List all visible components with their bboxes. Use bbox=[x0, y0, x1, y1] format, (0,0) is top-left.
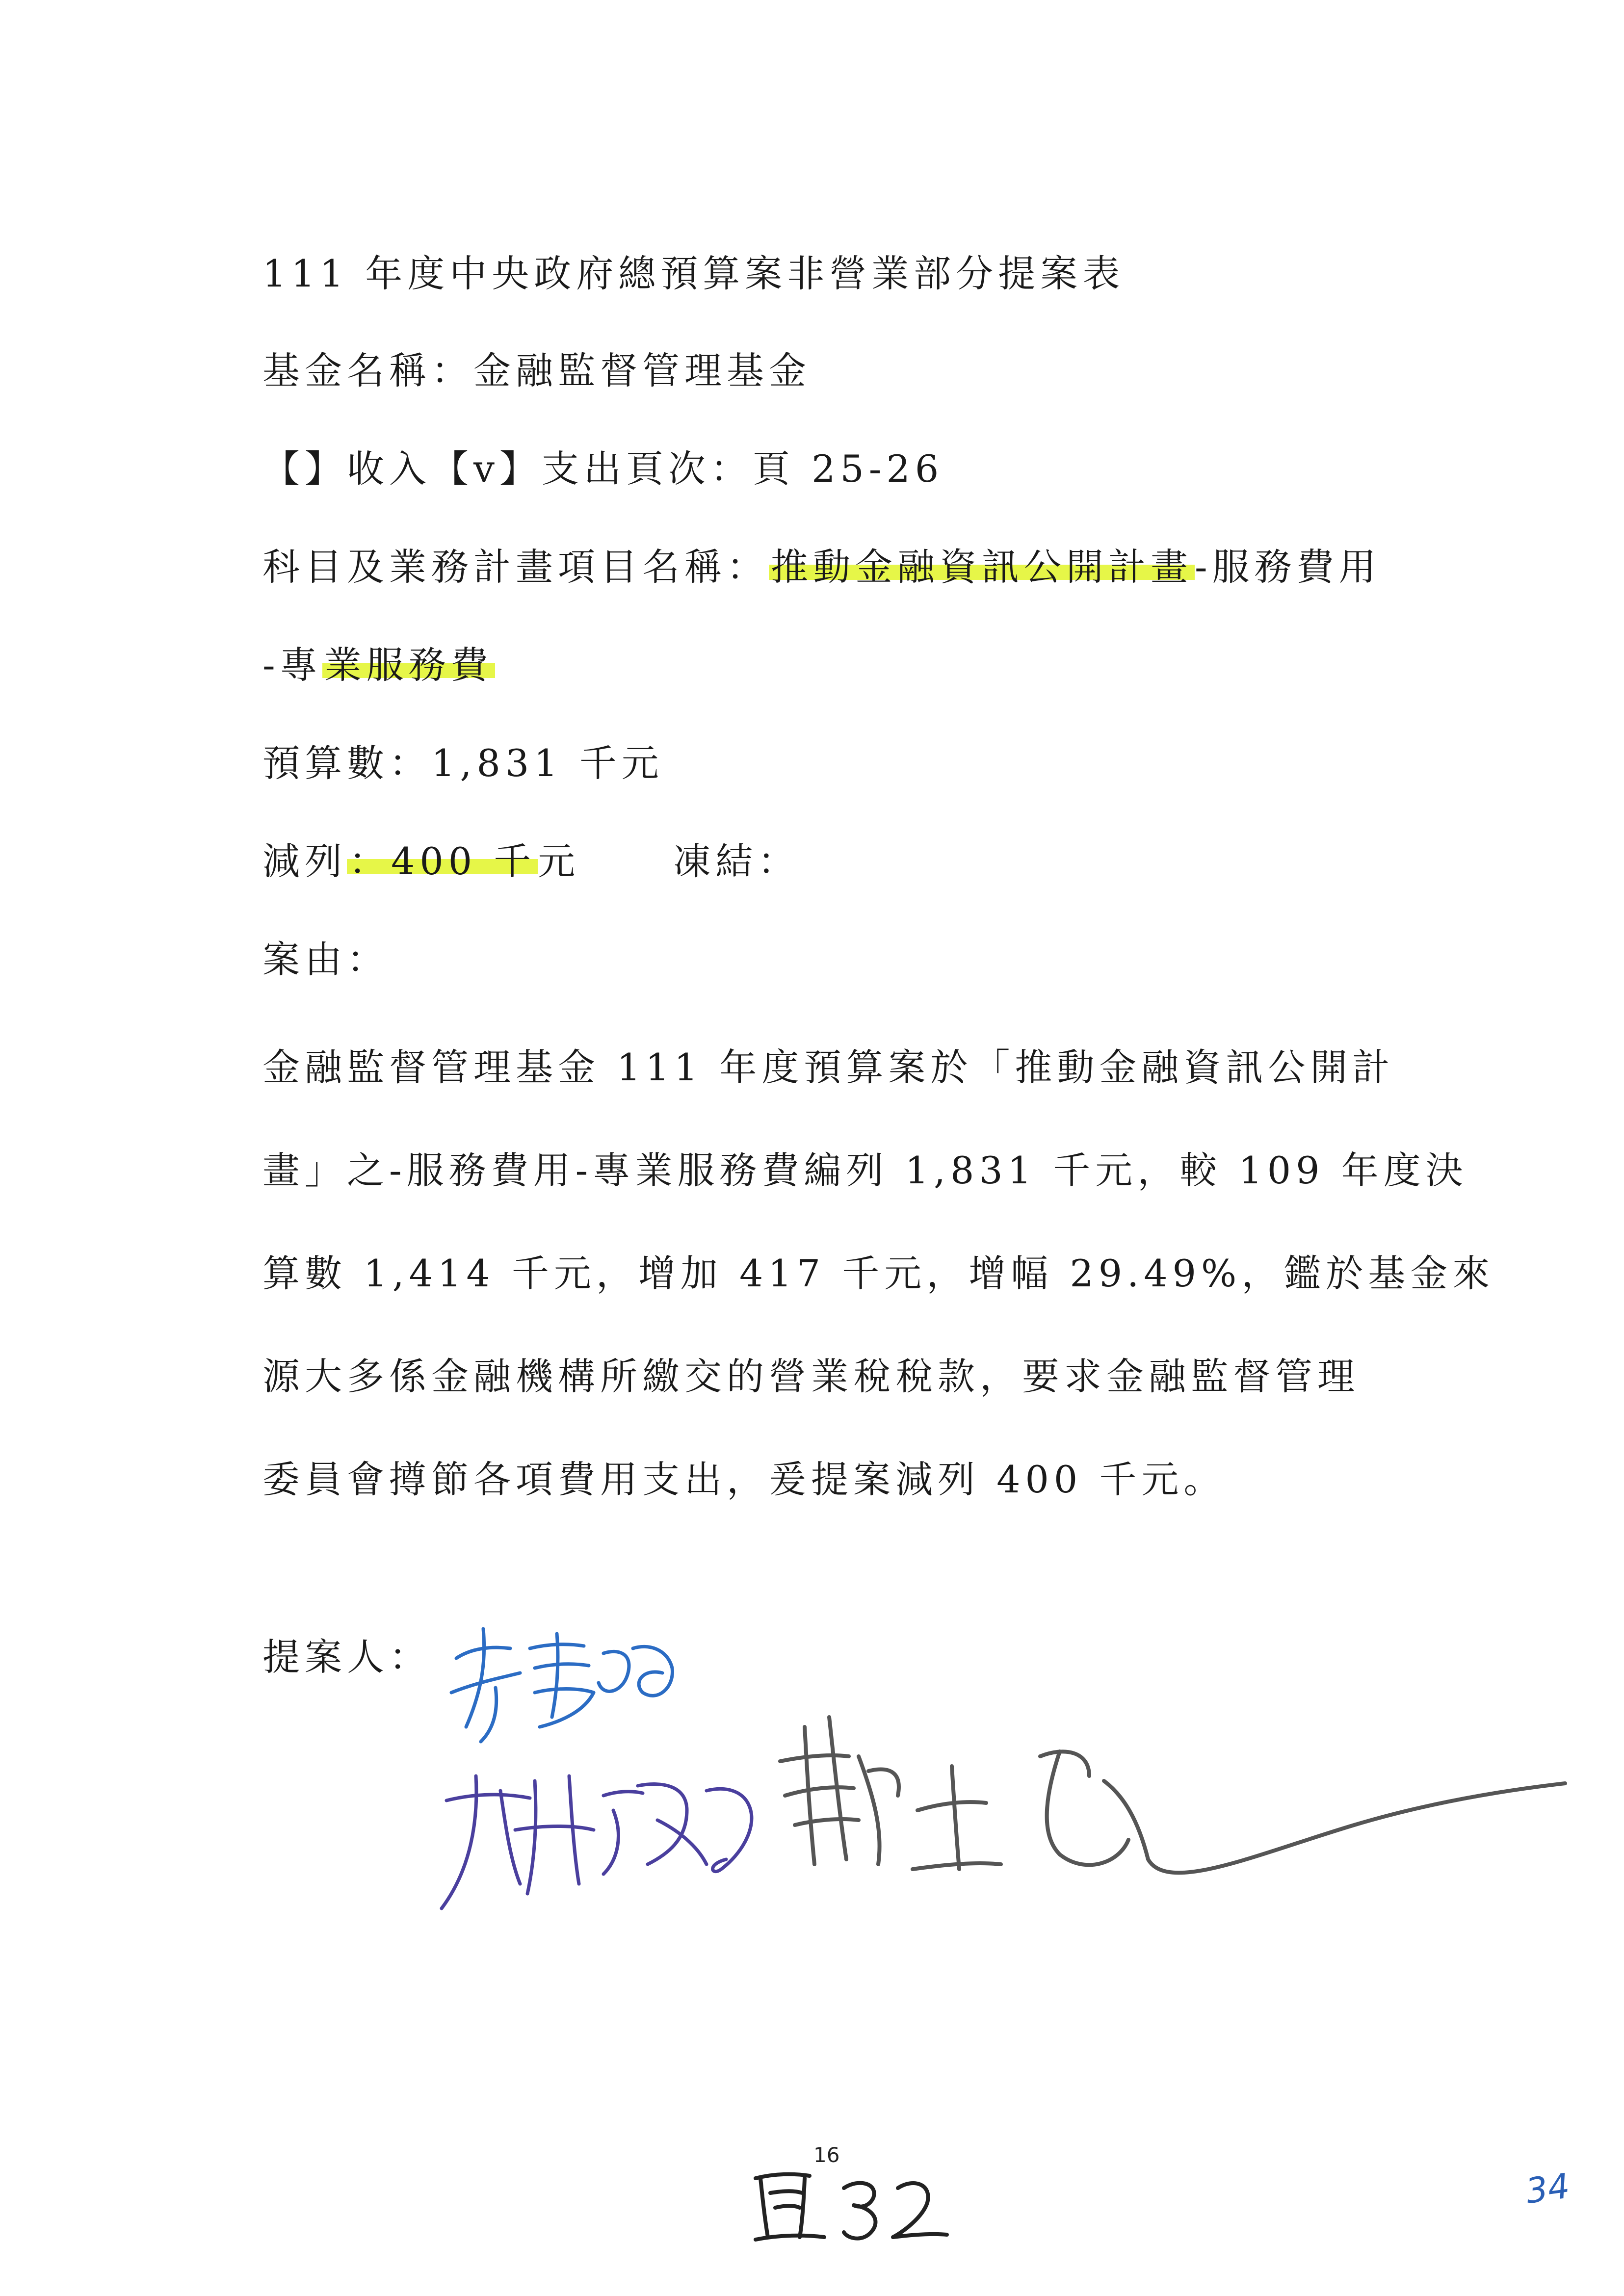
budget-amount: 預算數：1,831 千元 bbox=[262, 741, 664, 785]
fund-name: 基金名稱：金融監督管理基金 bbox=[262, 349, 811, 392]
cut-unit: 元 bbox=[538, 839, 580, 883]
reason-line-5: 委員會撙節各項費用支出，爰提案減列 400 千元。 bbox=[262, 1458, 1226, 1501]
corner-page-number: 34 bbox=[1523, 2166, 1572, 2212]
item-name-line2-highlighted: 業服務費 bbox=[322, 643, 495, 687]
cut-and-freeze-line bbox=[262, 839, 800, 883]
signature-purple bbox=[432, 1747, 785, 1923]
page-number: 16 bbox=[813, 2143, 840, 2167]
freeze-label: 凍結： bbox=[673, 839, 800, 883]
type-and-page-line: 【】收入【v】支出頁次：頁 25-26 bbox=[262, 447, 944, 491]
item-name-line-2 bbox=[262, 643, 495, 687]
reason-label: 案由： bbox=[262, 938, 389, 981]
signature-blue bbox=[437, 1619, 692, 1766]
reason-line-1: 金融監督管理基金 111 年度預算案於「推動金融資訊公開計 bbox=[262, 1045, 1395, 1089]
reason-line-2: 畫」之-服務費用-專業服務費編列 1,831 千元，較 109 年度決 bbox=[262, 1148, 1468, 1192]
document-title: 111 年度中央政府總預算案非營業部分提案表 bbox=[262, 252, 1125, 295]
item-name-label: 科目及業務計畫項目名稱： bbox=[262, 545, 769, 589]
reason-line-4: 源大多係金融機構所繳交的營業稅稅款，要求金融監督管理 bbox=[262, 1355, 1360, 1398]
signature-gray bbox=[765, 1697, 1570, 1913]
item-name-highlighted: 推動金融資訊公開計畫 bbox=[769, 545, 1195, 589]
cut-label: 減列 bbox=[262, 839, 347, 883]
item-name-line2-prefix: -專 bbox=[262, 643, 322, 687]
item-name-line-1 bbox=[262, 545, 1381, 589]
item-name-rest: -服務費用 bbox=[1195, 545, 1381, 589]
reason-line-3: 算數 1,414 千元，增加 417 千元，增幅 29.49%，鑑於基金來 bbox=[262, 1252, 1495, 1295]
handwritten-stamp-mark bbox=[746, 2149, 952, 2247]
cut-value: ：400 千 bbox=[347, 839, 538, 883]
proposer-label: 提案人： bbox=[262, 1635, 431, 1679]
